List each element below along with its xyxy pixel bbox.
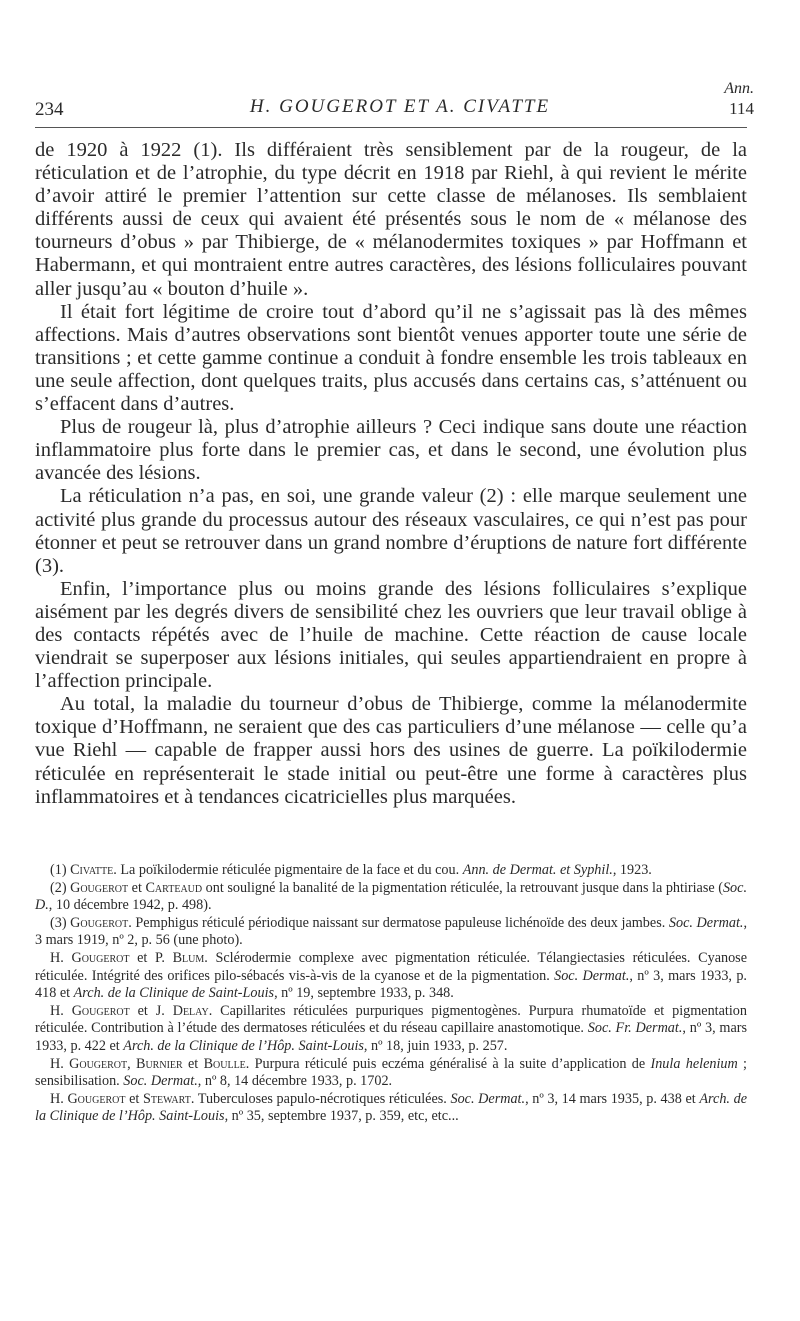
- paragraph: Plus de rougeur là, plus d’atrophie ailleurs ? Ceci indique sans doute une réaction inflammatoire plus forte dans le premier cas, et dans le second, une évolution plus avancée des lésions.: [35, 416, 747, 485]
- footnote: H. Gougerot, Burnier et Boulle. Purpura réticulé puis eczéma généralisé à la suite d’application de Inula helenium ; sensibilisation. Soc. Dermat., nº 8, 14 décembre 1933, p. 1702.: [35, 1055, 748, 1090]
- footnote: H. Gougerot et J. Delay. Capillarites réticulées purpuriques pigmentogènes. Purpura rhumatoïde et pigmentation réticulée. Contribution à l’étude des dermatoses réticulées et du réseau capillaire anastomotique. Soc. Fr. Dermat., nº 3, mars 1933, p. 422 et Arch. de la Clinique de l’Hôp. Saint-Louis, nº 18, juin 1933, p. 257.: [35, 1002, 748, 1054]
- journal-abbrev: Ann.: [724, 80, 754, 97]
- running-title: H. GOUGEROT ET A. CIVATTE: [249, 96, 551, 117]
- header-rule: [35, 127, 747, 128]
- footnote: H. Gougerot et P. Blum. Sclérodermie complexe avec pigmentation réticulée. Télangiectasies réticulées. Cyanose réticulée. Intégrité des orifices pilo-sébacés vis-à-vis de la cyanose et de la pigmentation. Soc. Dermat., nº 3, mars 1933, p. 418 et Arch. de la Clinique de Saint-Louis, nº 19, septembre 1933, p. 348.: [35, 949, 747, 1002]
- paragraph: La réticulation n’a pas, en soi, une grande valeur (2) : elle marque seulement une activité plus grande du processus autour des réseaux vasculaires, ce qui n’est pas pour étonner et peut se retrouver dans un grand nombre d’éruptions de nature fort différente (3).: [35, 485, 747, 577]
- footnotes: [35, 862, 747, 1126]
- footnote: (2) Gougerot et Carteaud ont souligné la banalité de la pigmentation réticulée, la retrouvant jusque dans la phtiriase (Soc. D., 10 décembre 1942, p. 498).: [35, 879, 747, 914]
- paragraph: de 1920 à 1922 (1). Ils différaient très sensiblement par de la rougeur, de la réticulation et de l’atrophie, du type décrit en 1918 par Riehl, à qui revient le mérite d’avoir attiré le premier l’attention sur cette classe de mélanoses. Ils semblaient différents aussi de ceux qui avaient été présentés sous le nom de « mélanose des tourneurs d’obus » par Thibierge, de « mélanodermites toxiques » par Hoffmann et Habermann, et qui montraient entre autres caractères, des lésions folliculaires pouvant aller jusqu’au « bouton d’huile ».: [35, 139, 747, 300]
- body-text: [35, 139, 747, 809]
- footnote: (1) Civatte. La poïkilodermie réticulée pigmentaire de la face et du cou. Ann. de Dermat. et Syphil., 1923.: [50, 862, 652, 878]
- footnote: (3) Gougerot. Pemphigus réticulé périodique naissant sur dermatose papuleuse lichénoïde des deux jambes. Soc. Dermat., 3 mars 1919, nº 2, p. 56 (une photo).: [35, 914, 747, 949]
- paragraph: Au total, la maladie du tourneur d’obus de Thibierge, comme la mélanodermite toxique d’Hoffmann, ne seraient que des cas particuliers d’une mélanose — celle qu’a vue Riehl — capable de frapper aussi hors des usines de guerre. La poïkilodermie réticulée en représenterait le stade initial ou peut-être une forme à caractères plus inflammatoires et à tendances cicatricielles plus marquées.: [35, 693, 747, 808]
- journal-number: 114: [729, 99, 754, 118]
- paragraph: Il était fort légitime de croire tout d’abord qu’il ne s’agissait pas là des mêmes affections. Mais d’autres observations sont bientôt venues apporter toute une série de transitions ; et cette gamme continue a conduit à fondre ensemble les trois tableaux en une seule affection, dont quelques traits, plus accusés dans certains cas, s’atténuent ou s’effacent dans d’autres.: [35, 300, 747, 416]
- paragraph: Enfin, l’importance plus ou moins grande des lésions folliculaires s’explique aisément par les degrés divers de sensibilité chez les ouvriers que leur travail oblige à des contacts répétés avec de l’huile de machine. Cette réaction de cause locale viendrait se superposer aux lésions initiales, qui seules appartiendraient en propre à l’affection principale.: [35, 577, 747, 693]
- page-number: 234: [35, 99, 64, 120]
- footnote: H. Gougerot et Stewart. Tuberculoses papulo-nécrotiques réticulées. Soc. Dermat., nº 3, 14 mars 1935, p. 438 et Arch. de la Clinique de l’Hôp. Saint-Louis, nº 35, septembre 1937, p. 359, etc, etc...: [35, 1090, 747, 1125]
